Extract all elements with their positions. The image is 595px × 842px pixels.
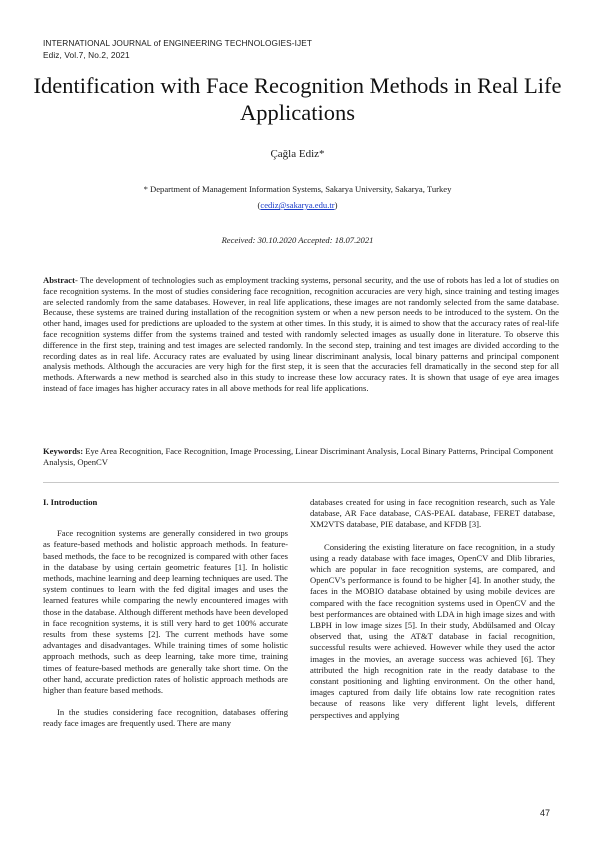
email-close-paren: ) [334,200,338,210]
email-open-paren: ( [257,200,261,210]
keywords [43,446,559,468]
paper-title: Identification with Face Recognition Methods in Real Life Applications [33,73,562,125]
received-accepted-dates: Received: 30.10.2020 Accepted: 18.07.2021 [221,235,374,245]
email-link[interactable]: cediz@sakarya.edu.tr [260,200,335,210]
abstract-text: - The development of technologies such as employment tracking systems, personal security, and the use of robots has led a lot of studies on face recognition systems. In the most of studies considering face recognition, recognition accuracies are very high, since training and testing images are selected randomly from the same databases. However, in real life applications, these images are not randomly selected from the same database. Because, these systems are trained during installation of the recognition system or when a new person needs to be introduced to the system. On the other hand, images used for predictions are uploaded to the system at other times. In this study, it is aimed to show that the accuracy rates of real-life face recognition systems differ from the systems trained and tested with randomly selected images as usually done in literature. To observe this difference in the first step, training and test images are selected randomly. In the second step, training and test images are divided according to the recording dates as in real life. Accuracy rates are evaluated by using linear discriminant analysis, local binary patterns and principal component analysis methods. Although the accuracies are very high for the first step, it is seen that the accuracies fell dramatically in the second step for all methods. Afterwards a new method is searched also in this study to increase these low accuracy rates. It is shown that usage of eye area images instead of face images has higher accuracy rates in all above methods for real life applications. [43,275,559,393]
page-number: 47 [540,808,551,818]
body-paragraph: In the studies considering face recognition, databases offering ready face images are frequently used. There are many [43,707,288,729]
journal-header [43,37,312,61]
author-name: Çağla Ediz* [270,148,325,160]
body-paragraph: Considering the existing literature on face recognition, in a study using a ready database with face images, OpenCV and Dlib libraries, which are popular in face recognition systems, are compared, and OpenCV's performance is found to be higher [4]. In another study, the faces in the MOBIO database obtained by using mobile devices are compared with the face recognition systems used in OpenCV and the best performances are obtained with LDA in high image sizes and with LBPH in low image sizes [5]. In their study, Abdülsamed and Olcay observed that, using the AT&T database in facial recognition, successful results were achieved. However while they used the actor images in the movies, an average success was achieved [6]. They attributed the high recognition rate in the ready database to the constant positioning and lighting environment. On the other hand, images captured from daily life obtains low rate recognition rates because of reasons like very different light levels, different perspectives and applying [310,541,555,720]
keywords-text: Eye Area Recognition, Face Recognition, Image Processing, Linear Discriminant Analysis, Local Binary Patterns, Principal Component Analysis, OpenCV [43,446,554,467]
body-paragraph: databases created for using in face recognition research, such as Yale database, AR Face database, CAS-PEAL database, FERET database, XM2VTS database, PIE database, and KFDB [3]. [310,497,555,530]
keywords-label: Keywords: [43,446,84,456]
body-paragraph: Face recognition systems are generally considered in two groups as feature-based methods and holistic approach methods. In feature-based methods, the face to be recognized is compared with other faces in the database by using certain geometric features [1]. In holistic methods, machine learning and deep learning techniques are used. The system continues to learn with the fed digital images and uses the learned features while comparing the newly encountered images with those in the database. Although different methods have been developed in face recognition systems, it is still very hard to get 100% accurate results from these systems [2]. The current methods have some advantages and disadvantages. While training times of some holistic approach methods, such as deep learning, take more time, training times of feature-based methods are generally take short time. On the other hand, accurate prediction rates of holistic approach methods are higher than feature based methods. [43,528,288,696]
right-column [310,497,555,732]
journal-name: INTERNATIONAL JOURNAL of ENGINEERING TECHNOLOGIES-IJET [43,38,313,48]
email-line [0,200,595,210]
left-column [43,497,288,741]
section-heading: I. Introduction [43,497,98,507]
journal-issue: Ediz, Vol.7, No.2, 2021 [43,50,130,60]
section-divider [43,482,559,483]
abstract-label: Abstract [43,275,75,285]
affiliation: * Department of Management Information Systems, Sakarya University, Sakarya, Turkey [143,184,452,194]
abstract [43,275,559,394]
